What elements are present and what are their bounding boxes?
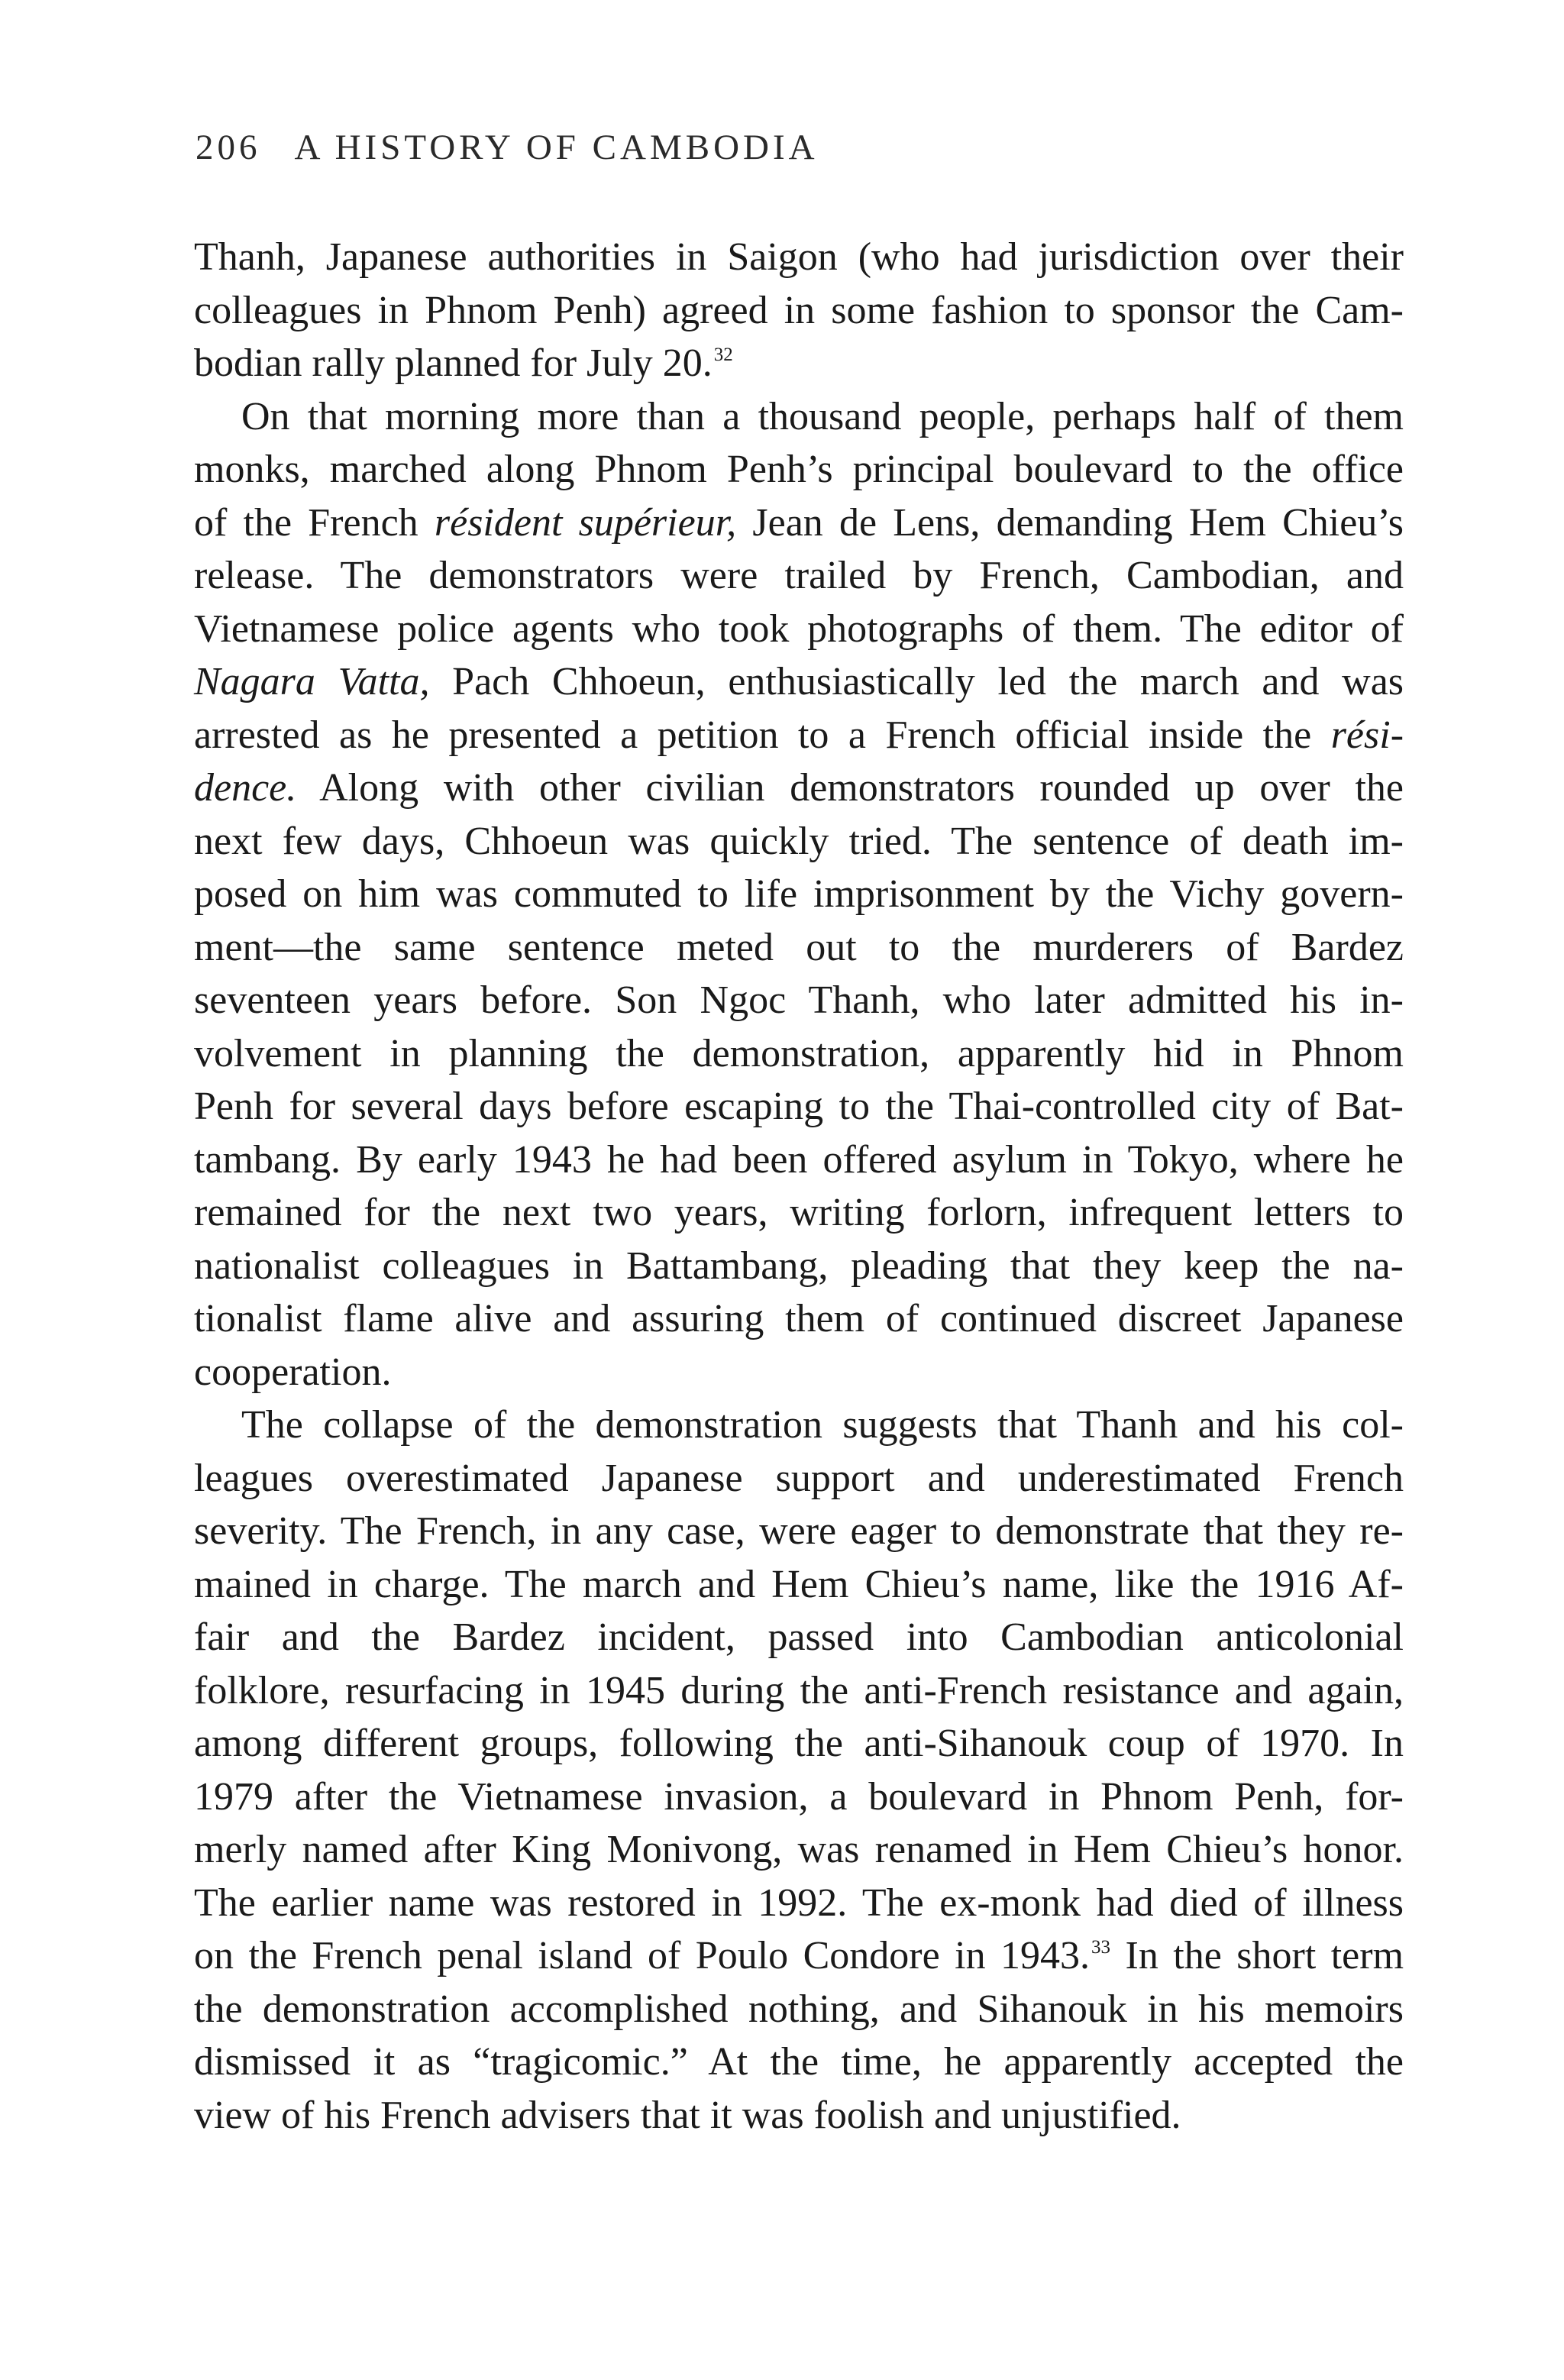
text-line: volvement in planning the demonstration, apparently hid in Phnom — [194, 1031, 1404, 1075]
text-line: remained for the next two years, writing forlorn, infrequent letters to — [194, 1191, 1404, 1234]
text-line: tambang. By early 1943 he had been offered asylum in Tokyo, where he — [194, 1137, 1404, 1182]
text-line: Vietnamese police agents who took photographs of them. The editor of — [194, 606, 1404, 651]
footnote-ref: 33 — [1091, 1937, 1111, 1958]
running-head — [196, 127, 819, 168]
italic-term: dence. — [194, 766, 297, 810]
running-title: A HISTORY OF CAMBODIA — [294, 128, 819, 167]
text-line: ment—the same sentence meted out to the murderers of Bardez — [194, 925, 1404, 969]
text-line: posed on him was commuted to life imprisonment by the Vichy govern- — [194, 872, 1404, 916]
italic-term: résident supérieur, — [434, 500, 737, 545]
text-line: tionalist flame alive and assuring them of continued discreet Japanese — [194, 1297, 1404, 1340]
text-line: merly named after King Monivong, was renamed in Hem Chieu’s honor. — [194, 1828, 1404, 1871]
text-line: view of his French advisers that it was foolish and unjustified. — [194, 2093, 1181, 2137]
text-line: among different groups, following the anti-Sihanouk coup of 1970. In — [194, 1722, 1404, 1765]
text-line: leagues overestimated Japanese support and underestimated French — [194, 1456, 1404, 1500]
text-line: Nagara Vatta, Pach Chhoeun, enthusiastically led the march and was — [194, 660, 1404, 703]
text-line: nationalist colleagues in Battambang, pleading that they keep the na- — [194, 1243, 1404, 1288]
text-line: arrested as he presented a petition to a French official inside the rési- — [194, 713, 1404, 757]
italic-term: rési- — [1330, 713, 1404, 757]
text-line: monks, marched along Phnom Penh’s principal boulevard to the office — [194, 448, 1404, 491]
text-line: dence. Along with other civilian demonstrators rounded up over the — [194, 766, 1404, 810]
text-line: release. The demonstrators were trailed by French, Cambodian, and — [194, 554, 1404, 597]
page-number: 206 — [196, 128, 261, 167]
footnote-ref: 32 — [713, 344, 733, 365]
text-line: 1979 after the Vietnamese invasion, a boulevard in Phnom Penh, for- — [194, 1774, 1404, 1819]
text-line: The earlier name was restored in 1992. The ex-monk had died of illness — [194, 1880, 1404, 1925]
text-line: mained in charge. The march and Hem Chieu’s name, like the 1916 Af- — [194, 1562, 1404, 1606]
italic-term: Nagara Vatta, — [194, 660, 430, 703]
text-line: bodian rally planned for July 20.32 — [194, 341, 733, 385]
text-line: cooperation. — [194, 1350, 392, 1394]
text-line: seventeen years before. Son Ngoc Thanh, who later admitted his in- — [194, 978, 1404, 1022]
text-line: Penh for several days before escaping to the Thai-controlled city of Bat- — [194, 1085, 1404, 1128]
text-line: The collapse of the demonstration suggests that Thanh and his col- — [241, 1403, 1404, 1447]
body-text — [194, 231, 1404, 2142]
text-line: folklore, resurfacing in 1945 during the anti-French resistance and again, — [194, 1668, 1404, 1712]
text-line: On that morning more than a thousand people, perhaps half of them — [241, 394, 1404, 438]
text-line: of the French résident supérieur, Jean de Lens, demanding Hem Chieu’s — [194, 500, 1404, 545]
text-line: the demonstration accomplished nothing, and Sihanouk in his memoirs — [194, 1987, 1404, 2031]
text-line: next few days, Chhoeun was quickly tried. The sentence of death im- — [194, 819, 1404, 863]
text-line: severity. The French, in any case, were eager to demonstrate that they re- — [194, 1509, 1404, 1553]
text-line: dismissed it as “tragicomic.” At the time, he apparently accepted the — [194, 2040, 1404, 2084]
text-line: colleagues in Phnom Penh) agreed in some fashion to sponsor the Cam- — [194, 288, 1404, 332]
text-line: on the French penal island of Poulo Condore in 1943.33 In the short term — [194, 1934, 1404, 1977]
text-line: Thanh, Japanese authorities in Saigon (who had jurisdiction over their — [194, 235, 1404, 279]
text-line: fair and the Bardez incident, passed into Cambodian anticolonial — [194, 1615, 1404, 1659]
